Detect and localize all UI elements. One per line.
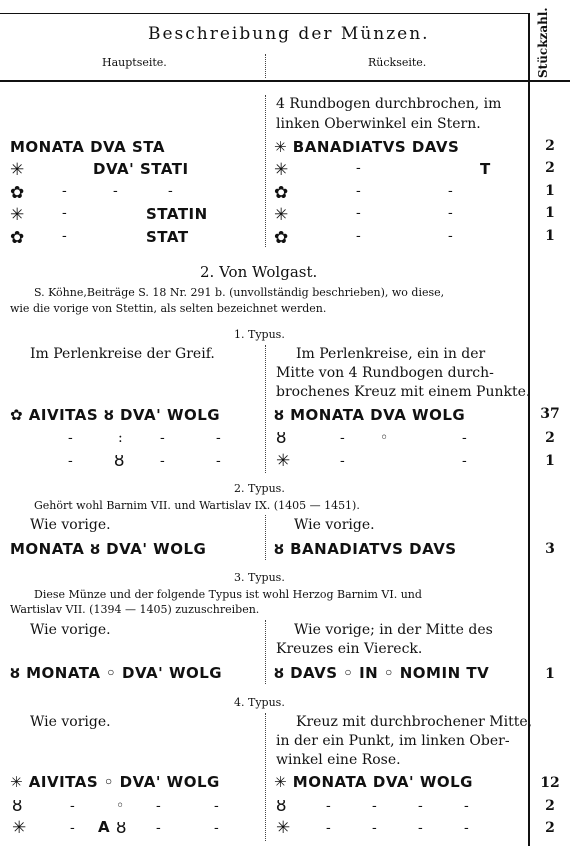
ditto-dash: - [356, 183, 361, 199]
ditto-dash: - [372, 820, 377, 836]
knot-icon: ȣ [276, 428, 287, 448]
typus4-row3-letter: A [98, 818, 111, 836]
ditto-dash: - [418, 820, 423, 836]
typus1-row1-obverse: ✿ AIVITAS ȣ DVA' WOLG [10, 406, 221, 424]
ditto-dash: - [340, 430, 345, 446]
ditto-dash: - [156, 820, 161, 836]
knot-icon: ȣ [12, 796, 23, 816]
rose-icon: ✿ [274, 183, 289, 203]
typus4-row1-reverse: ✳ MONATA DVA' WOLG [274, 773, 473, 791]
knot-icon: ȣ [116, 818, 127, 838]
ditto-dash: - [216, 453, 221, 469]
ditto-dash: - [356, 160, 361, 176]
rose-icon: ✿ [274, 228, 289, 248]
stettin-row5-obverse: STAT [146, 228, 189, 246]
typus3-reverse-desc-1: Wie vorige; in der Mitte des [294, 622, 493, 638]
typus4-row1-count: 12 [540, 775, 560, 791]
ditto-dash: - [168, 183, 173, 199]
ditto-dash: - [113, 183, 118, 199]
ditto-dash: - [62, 228, 67, 244]
typus4-row3-count: 2 [545, 820, 555, 836]
typus3-reverse-desc-2: Kreuzes ein Viereck. [276, 641, 423, 657]
asterisk-icon: ✳ [10, 160, 25, 180]
stettin-row5-count: 1 [545, 228, 555, 244]
ditto-dash: - [340, 453, 345, 469]
ring-mark: ◦ [380, 430, 389, 446]
typus2-reverse: ȣ BANADIATVS DAVS [274, 540, 457, 558]
rose-icon: ✿ [10, 228, 25, 248]
ditto-dash: - [462, 453, 467, 469]
stettin-row2-reverse-end: T [480, 160, 491, 178]
stettin-row4-obverse: STATIN [146, 205, 208, 223]
typus1-row1-count: 37 [540, 406, 560, 422]
typus1-reverse-desc-1: Im Perlenkreise, ein in der [296, 346, 486, 362]
ditto-dash: - [214, 820, 219, 836]
stettin-row1-count: 2 [545, 138, 555, 154]
ditto-dash: - [448, 205, 453, 221]
wolgast-note-2: wie die vorige von Stettin, als selten bezeichnet werden. [10, 302, 327, 315]
rose-icon: ✿ [10, 183, 25, 203]
typus1-reverse-desc-3: brochenes Kreuz mit einem Punkte. [276, 384, 531, 400]
typus1-reverse-desc-2: Mitte von 4 Rundbogen durch- [276, 365, 494, 381]
typus2-obverse-desc: Wie vorige. [30, 517, 111, 533]
typus1-row1-reverse: ȣ MONATA DVA WOLG [274, 406, 466, 424]
asterisk-icon: ✳ [274, 205, 289, 225]
ditto-dash: - [448, 183, 453, 199]
typus3-note-2: Wartislav VII. (1394 — 1405) zuzuschreiben. [10, 603, 260, 616]
stettin-row1-obverse: MONATA DVA STA [10, 138, 165, 156]
typus3-obverse-desc: Wie vorige. [30, 622, 111, 638]
ditto-dash: - [356, 205, 361, 221]
ditto-dash: - [326, 820, 331, 836]
knot-icon: ȣ [114, 451, 125, 471]
ditto-dash: - [68, 453, 73, 469]
ditto-dash: - [62, 205, 67, 221]
ditto-dash: - [68, 430, 73, 446]
asterisk-icon: ✳ [276, 451, 291, 471]
ditto-dash: - [70, 798, 75, 814]
typus4-heading: 4. Typus. [234, 696, 285, 709]
asterisk-icon: ✳ [276, 818, 291, 838]
typus2-heading: 2. Typus. [234, 482, 285, 495]
typus4-divider [265, 713, 266, 841]
typus2-reverse-desc: Wie vorige. [294, 517, 375, 533]
ditto-dash: - [464, 798, 469, 814]
typus1-obverse-desc: Im Perlenkreise der Greif. [30, 346, 215, 362]
count-header: Stückzahl. [536, 7, 550, 78]
typus4-reverse-desc-1: Kreuz mit durchbrochener Mitte, [296, 714, 533, 730]
wolgast-note-1: S. Köhne,Beiträge S. 18 Nr. 291 b. (unvollständig beschrieben), wo diese, [34, 286, 445, 299]
wolgast-heading: 2. Von Wolgast. [200, 263, 318, 281]
ditto-dash: - [448, 228, 453, 244]
asterisk-icon: ✳ [12, 818, 27, 838]
knot-icon: ȣ [276, 796, 287, 816]
typus1-row3-count: 1 [545, 453, 555, 469]
ditto-dash: - [418, 798, 423, 814]
typus3-divider [265, 620, 266, 684]
typus2-divider [265, 515, 266, 560]
ditto-dash: - [372, 798, 377, 814]
header-divider [265, 54, 266, 78]
typus1-divider [265, 345, 266, 473]
asterisk-icon: ✳ [274, 160, 289, 180]
ditto-dash: - [70, 820, 75, 836]
typus3-note-1: Diese Münze und der folgende Typus ist wohl Herzog Barnim VI. und [34, 588, 422, 601]
ditto-dash: - [214, 798, 219, 814]
ditto-colon: : [118, 430, 123, 446]
typus1-heading: 1. Typus. [234, 328, 285, 341]
typus4-obverse-desc: Wie vorige. [30, 714, 111, 730]
stettin-row1-reverse: ✳ BANADIATVS DAVS [274, 138, 460, 156]
stettin-row2-obverse: DVA' STATI [93, 160, 189, 178]
typus3-heading: 3. Typus. [234, 571, 285, 584]
obverse-header: Hauptseite. [102, 56, 167, 69]
typus4-row2-count: 2 [545, 798, 555, 814]
asterisk-icon: ✳ [10, 205, 25, 225]
top-rule [0, 13, 530, 14]
typus1-row2-count: 2 [545, 430, 555, 446]
stettin-row4-count: 1 [545, 205, 555, 221]
ditto-dash: - [160, 430, 165, 446]
typus3-count: 1 [545, 666, 555, 682]
typus2-note: Gehört wohl Barnim VII. und Wartislav IX. (1405 — 1451). [34, 499, 360, 512]
header-rule [0, 80, 570, 82]
typus2-obverse: MONATA ȣ DVA' WOLG [10, 540, 207, 558]
ditto-dash: - [62, 183, 67, 199]
ring-mark: ◦ [116, 798, 125, 814]
reverse-header: Rückseite. [368, 56, 427, 69]
typus4-row1-obverse: ✳ AIVITAS ◦ DVA' WOLG [10, 773, 220, 791]
typus4-reverse-desc-2: in der ein Punkt, im linken Ober- [276, 733, 510, 749]
ditto-dash: - [216, 430, 221, 446]
page-title: Beschreibung der Münzen. [148, 24, 430, 44]
ditto-dash: - [160, 453, 165, 469]
stettin-row2-count: 2 [545, 160, 555, 176]
stettin-divider [265, 95, 266, 247]
ditto-dash: - [326, 798, 331, 814]
ditto-dash: - [156, 798, 161, 814]
typus3-reverse: ȣ DAVS ◦ IN ◦ NOMIN TV [274, 664, 490, 682]
typus2-count: 3 [545, 541, 555, 557]
stettin-row3-count: 1 [545, 183, 555, 199]
ditto-dash: - [356, 228, 361, 244]
typus4-reverse-desc-3: winkel eine Rose. [276, 752, 401, 768]
stettin-reverse-desc-1: 4 Rundbogen durchbrochen, im [276, 96, 502, 112]
typus3-obverse: ȣ MONATA ◦ DVA' WOLG [10, 664, 223, 682]
ditto-dash: - [462, 430, 467, 446]
ditto-dash: - [464, 820, 469, 836]
stettin-reverse-desc-2: linken Oberwinkel ein Stern. [276, 116, 481, 132]
